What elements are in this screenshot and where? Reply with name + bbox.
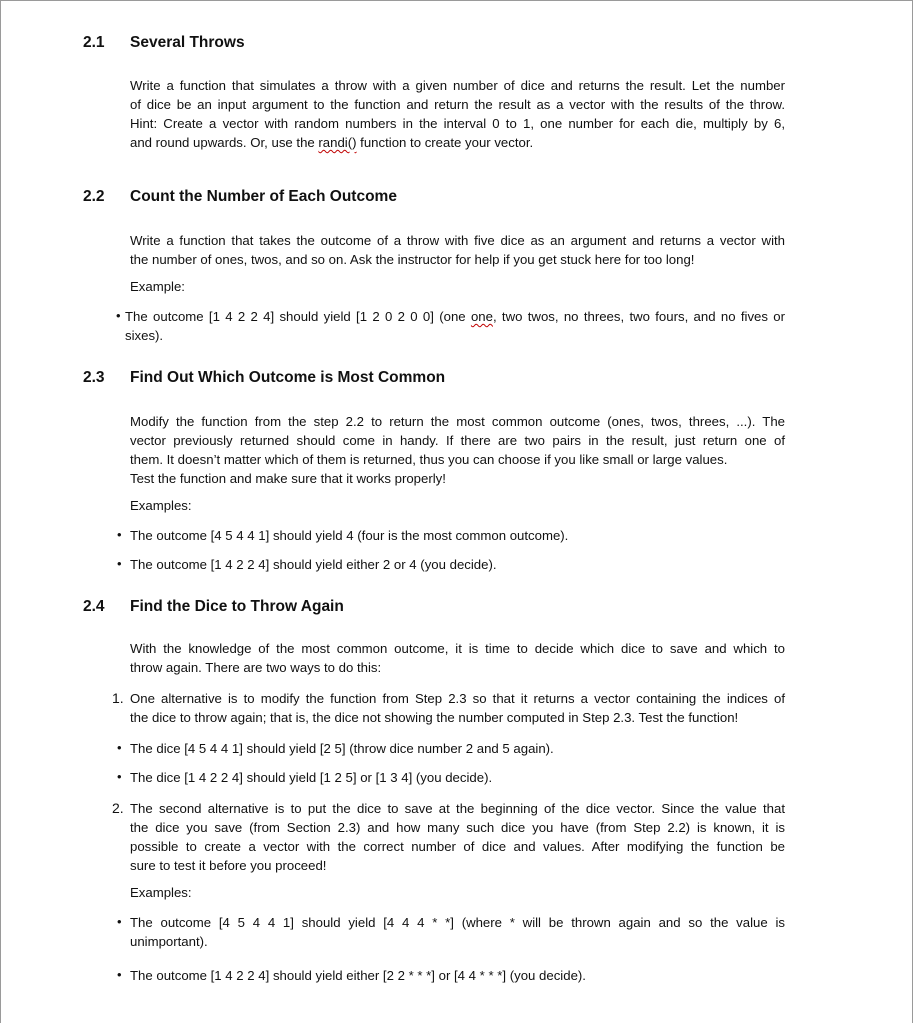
bullet-item: The outcome [1 4 2 2 4] should yield either 2 or 4 (you decide). (130, 557, 497, 572)
section-number: 2.3 (83, 369, 105, 386)
section-body (130, 76, 785, 152)
section-body (130, 639, 785, 677)
bullet-item: The outcome [1 4 2 2 4] should yield either [2 2 * * *] or [4 4 * * *] (you decide). (130, 968, 586, 983)
body-line: sure to test it before you proceed! (130, 858, 327, 873)
section-title: Several Throws (130, 34, 245, 51)
list-number: 1. (112, 690, 124, 706)
body-line: the dice you save (from Section 2.3) and how many such dice you have (from Step 2.2) is known, it is (130, 820, 785, 835)
body-line: One alternative is to modify the function from Step 2.3 so that it returns a vector containing the indices of (130, 691, 785, 706)
bullet-item: The dice [1 4 2 2 4] should yield [1 2 5] or [1 3 4] (you decide). (130, 770, 493, 785)
body-line: Test the function and make sure that it works properly! (130, 471, 446, 486)
bullet-marker: • (116, 308, 121, 323)
section-number: 2.1 (83, 34, 105, 51)
list-item (130, 689, 785, 727)
bullet-item: The outcome [4 5 4 4 1] should yield 4 (four is the most common outcome). (130, 528, 569, 543)
bullet-marker: • (117, 914, 122, 929)
list-number: 2. (112, 800, 124, 816)
bullet-marker: • (117, 556, 122, 571)
body-line: vector previously returned should come in handy. If there are two pairs in the result, just return one of (130, 433, 785, 448)
body-line: Write a function that simulates a throw with a given number of dice and returns the result. Let the number (130, 78, 785, 93)
example-label: Example: (130, 279, 185, 294)
examples-label: Examples: (130, 885, 192, 900)
body-line: Hint: Create a vector with random numbers in the interval 0 to 1, one number for each die, multiply by 6, (130, 116, 785, 131)
body-line: them. It doesn’t matter which of them is returned, thus you can choose if you like small or large values. (130, 452, 728, 467)
examples-label: Examples: (130, 498, 192, 513)
body-line: of dice be an input argument to the function and return the result as a vector with the results of the throw. (130, 97, 785, 112)
body-line: Write a function that takes the outcome of a throw with five dice as an argument and returns a vector with (130, 233, 785, 248)
section-number: 2.2 (83, 188, 105, 205)
randi-function-name: randi() (318, 135, 357, 150)
bullet-item: The outcome [1 4 2 2 4] should yield [1 2 0 2 0 0] (one one, two twos, no threes, two fours, and no fives or sixes). (125, 309, 785, 343)
section-title: Count the Number of Each Outcome (130, 188, 397, 205)
bullet-marker: • (117, 740, 122, 755)
body-line: the number of ones, twos, and so on. Ask the instructor for help if you get stuck here for too long! (130, 252, 695, 267)
body-line: and round upwards. Or, use the randi() function to create your vector. (130, 135, 534, 150)
list-item (130, 799, 785, 875)
body-line: Modify the function from the step 2.2 to return the most common outcome (ones, twos, threes, ...). The (130, 414, 785, 429)
body-line: possible to create a vector with the correct number of dice and values. After modifying the function be (130, 839, 785, 854)
bullet-marker: • (117, 527, 122, 542)
body-line: The outcome [4 5 4 4 1] should yield [4 4 4 * *] (where * will be thrown again and so the value is (130, 915, 785, 930)
section-title: Find Out Which Outcome is Most Common (130, 369, 446, 386)
section-body (130, 412, 785, 488)
body-line: the dice to throw again; that is, the dice not showing the number computed in Step 2.3. Test the function! (130, 710, 739, 725)
section-number: 2.4 (83, 598, 105, 615)
body-line: unimportant). (130, 934, 208, 949)
body-line: throw again. There are two ways to do this: (130, 660, 382, 675)
body-line: The second alternative is to put the dice to save at the beginning of the dice vector. Since the value that (130, 801, 785, 816)
section-body (130, 231, 785, 269)
section-title: Find the Dice to Throw Again (130, 598, 344, 615)
bullet-item (130, 913, 785, 951)
bullet-marker: • (117, 769, 122, 784)
bullet-item: The dice [4 5 4 4 1] should yield [2 5] (throw dice number 2 and 5 again). (130, 741, 554, 756)
bullet-marker: • (117, 967, 122, 982)
body-line: With the knowledge of the most common outcome, it is time to decide which dice to save and which to (130, 641, 785, 656)
